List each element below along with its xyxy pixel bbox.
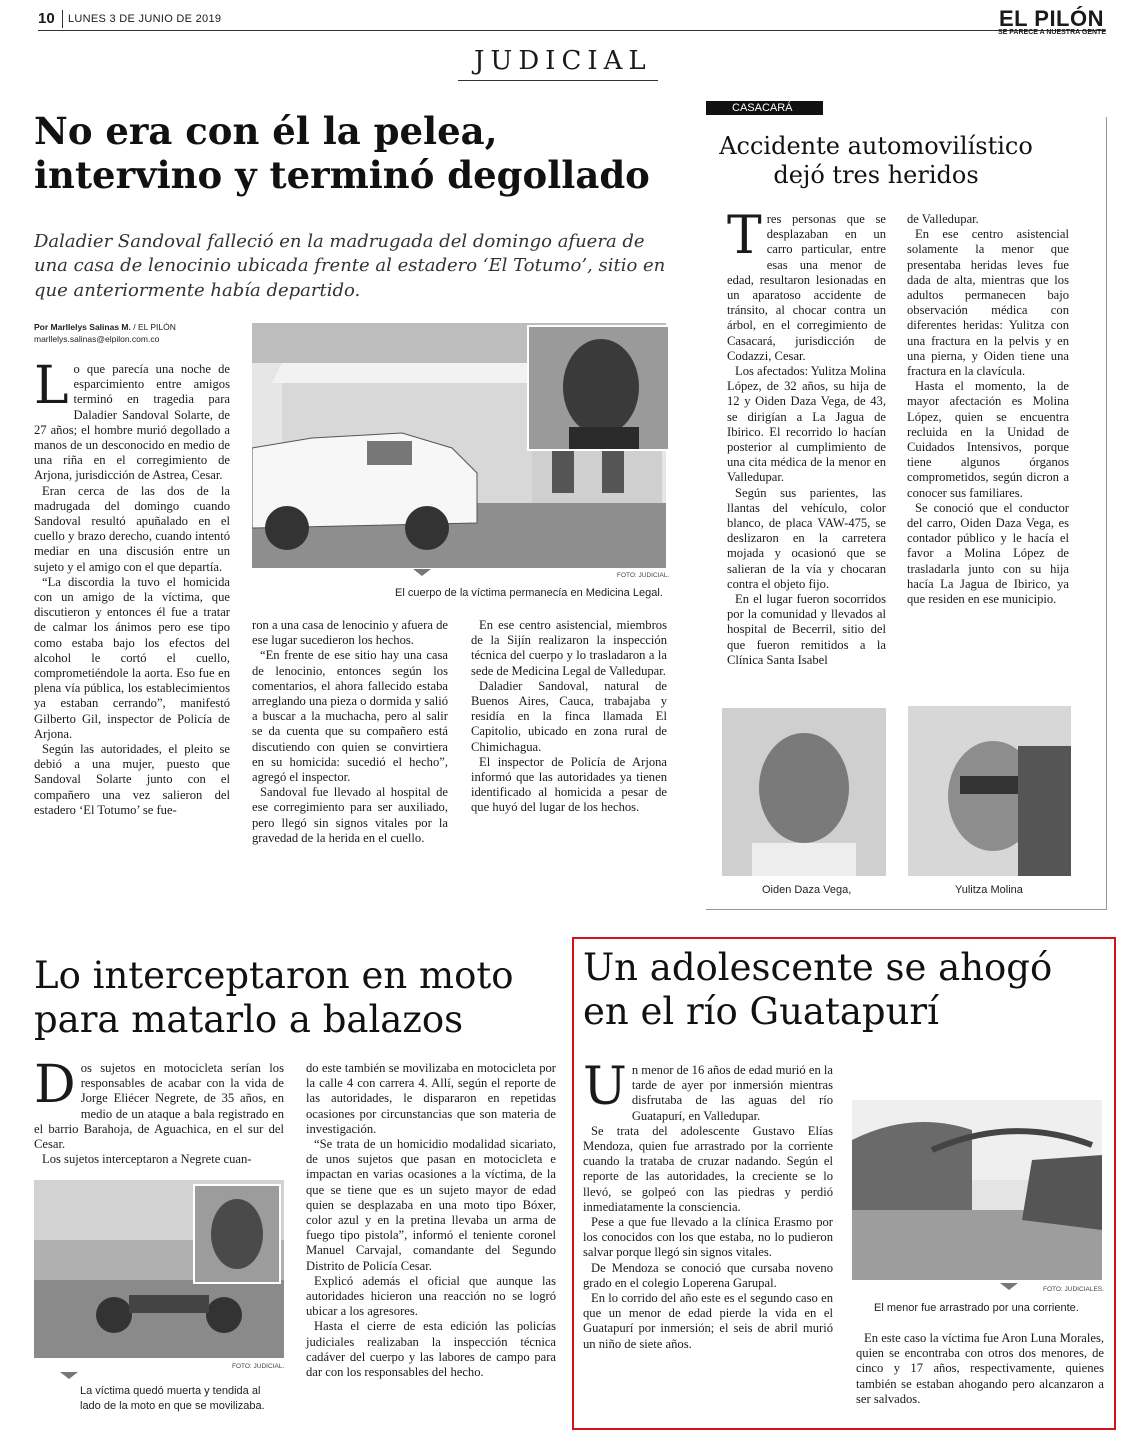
river-bridge-image — [852, 1100, 1102, 1280]
article3-photo-caption: La víctima quedó muerta y tendida al lado de la moto en que se movilizaba. — [80, 1385, 265, 1412]
article1-headline — [34, 110, 684, 197]
article2-photo1-caption: Oiden Daza Vega, — [762, 884, 852, 896]
logo-tagline: SE PARECE A NUESTRA GENTE — [998, 29, 1106, 36]
article3-col2-p3: Explicó además el oficial que aunque las autoridades hicieron una reacción no se logró ubicar a los agresores. — [306, 1273, 556, 1319]
article2-col1-p4: En el lugar fueron socorridos por la comunidad y llevados al hospital de Becerril, sitio del que fueron remitidos a la Clínica Santa Isabel — [727, 592, 886, 667]
article1-col3-p2: Daladier Sandoval, natural de Buenos Aires, Cauca, trabajaba y residía en la finca llamada El Capitolio, ubicado en zona rural de Chimichagua. — [471, 678, 667, 754]
caption-marker-icon — [1000, 1283, 1018, 1290]
article2-drop-cap: T — [727, 206, 762, 266]
article1-col1-p3: “La discordia la tuvo el homicida con un amigo de la víctima, que discutieron y entonces él fue a tratar de calmar los ánimos pero ese tipo como estaba bajo los efectos del alcohol le cortó el cuello, comprometiéndole la aorta. Eso fue en plena vía pública, los establecimientos ya estaban cerrando”, manifestó Gilberto Gil, inspector de Policía de Arjona. — [34, 574, 230, 741]
article3-col2-p4: Hasta el cierre de esta edición las policías judiciales realizaban la inspección técnica cadáver del cuerpo y las labores de campo para dar con los responsables del hecho. — [306, 1319, 556, 1380]
byline-email: marllelys.salinas@elpilon.com.co — [34, 333, 160, 344]
article2-photo2-caption: Yulitza Molina — [955, 884, 1023, 896]
article1-col1-p1: o que parecía una noche de esparcimiento entre amigos terminó en tragedia para Daladier Sandoval Solarte, de 27 años; el hombre murió degollado a manos de un desconocido en medio de una riña en el corregimiento de Arjona, jurisdicción de Astrea, Cesar. — [34, 362, 230, 483]
byline-outlet: / EL PILÓN — [130, 322, 176, 332]
article4-photo-caption: El menor fue arrastrado por una corriente. — [874, 1302, 1079, 1314]
header-rule — [38, 30, 1106, 31]
article3-col2-p1: do este también se movilizaba en motocicleta por la calle 4 con carrera 4. Allí, según el reporte de las autoridades, le dispararon en repetidas ocasiones por circunstancias que son materia de investigación. — [306, 1061, 556, 1136]
article3-headline-line2: para matarlo a balazos — [34, 998, 464, 1042]
article1-headline-line1: No era con él la pelea, — [34, 109, 498, 153]
article4-col2-p1: En este caso la víctima fue Aron Luna Morales, quien se encontraba con otros dos menores, de cinco y 17 años, respectivamente, quienes también se estaban ahogando pero alcanzaron a ser salvados. — [856, 1331, 1104, 1406]
article2-headline-line1: Accidente automovilístico — [719, 132, 1033, 160]
page-number: 10 — [38, 10, 55, 27]
article3-photo-credit: FOTO: JUDICIAL. — [232, 1363, 285, 1370]
article3-col1-p2: Los sujetos interceptaron a Negrete cuan- — [42, 1152, 252, 1167]
article2-col2-p4: Se conoció que el conductor del carro, Oiden Daza Vega, es contador público y le hacía el favor a Molina López de trasladarla junto con su hija hacía La Jagua de Ibirico, ya que residen en ese municipio. — [907, 500, 1069, 607]
article2-column2 — [907, 212, 1069, 607]
caption-marker-icon — [60, 1372, 78, 1379]
article2-col2-p3: Hasta el momento, la de mayor afectación es Molina López, quien se encuentra recluida en la Unidad de Cuidados Intensivos, porque tiene algunos órganos comprometidos, según dicron a conocer sus familiares. — [907, 379, 1069, 500]
article2-col1-p1: res personas que se desplazaban en un carro particular, entre esas una menor de edad, resultaron lesionadas en un aparatoso accidente de tránsito, al chocar contra un árbol, en el corregimiento de Casacará, jurisdicción de Codazzi, Cesar. — [727, 212, 886, 363]
article2-headline — [706, 132, 1046, 190]
article4-column2 — [856, 1331, 1104, 1407]
article3-column1 — [34, 1055, 284, 1167]
article2-col2-p1: de Valledupar. — [907, 212, 979, 226]
article3-col1-p1: os sujetos en motocicleta serían los responsables de acabar con la vida de Jorge Eliécer Negrete, de 35 años, en medio de un ataque a bala registrado en el barrio Barahoja, de Aguachica, en el sur del Cesar. — [34, 1061, 284, 1152]
article1-col3-p1: En ese centro asistencial, miembros de la Sijín realizaron la inspección técnica del cuerpo y lo trasladaron a la sede de Medicina Legal de Valledupar. — [471, 618, 667, 678]
victim-face-image — [529, 327, 668, 449]
article2-headline-line2: dejó tres heridos — [773, 160, 979, 189]
article3-column2 — [306, 1061, 556, 1380]
article3-col2-p2: “Se trata de un homicidio modalidad sicariato, de unos sujetos que pasan en motocicleta e impactan en varias ocasiones a la víctima, de la que se tiene que es un sujeto mayor de edad quien se desplazaba en una moto tipo Bóxer, color azul y en la pretina llevaba un arma de fuego tipo pistola”, informó el teniente coronel Manuel Carvajal, comandante del Segundo Distrito de Policía Cesar. — [306, 1137, 556, 1273]
article2-portrait-woman — [908, 706, 1071, 876]
article4-col1-p4: De Mendoza se conoció que cursaba noveno grado en el colegio Loperena Garupal. — [583, 1260, 833, 1290]
article3-drop-cap: D — [34, 1055, 76, 1115]
newspaper-logo: EL PILÓN — [998, 6, 1104, 31]
article3-headline — [34, 954, 574, 1043]
article1-col2-p3: Sandoval fue llevado al hospital de ese corregimiento para ser auxiliado, pero llegó sin signos vitales por la gravedad de la herida en el cuello. — [252, 785, 448, 845]
article2-col1-p3: Según sus parientes, las llantas del vehículo, color blanco, de placa VAW-475, se deslizaron en la carretera mojada y ocasionó que se salieran de la vía y chocaran contra el objeto fijo. — [727, 485, 886, 591]
article4-col1-p3: Pese a que fue llevado a la clínica Erasmo por los conocidos con los que estaba, no lo pudieron salvar porque llegó sin signos vitales. — [583, 1215, 833, 1260]
article2-column1 — [727, 206, 886, 668]
article1-col3-p3: El inspector de Policía de Arjona informó que las autoridades ya tienen identificado al homicida a pesar de que huyó del lugar de los hechos. — [471, 754, 667, 815]
article1-photo-caption: El cuerpo de la víctima permanecía en Medicina Legal. — [395, 587, 663, 599]
section-title: JUDICIAL — [474, 46, 652, 76]
article4-photo-credit: FOTO: JUDICIALES. — [1043, 1286, 1104, 1293]
caption-marker-icon — [413, 569, 431, 576]
article1-column2 — [252, 618, 448, 846]
article3-victim-portrait — [193, 1184, 281, 1284]
article1-col1-p2: Eran cerca de las dos de la madrugada del domingo cuando Sandoval resultó apuñalado en el cuello y brazo derecho, cuando intentó mediar en una discusión entre un sujeto y el amigo con el que departía. — [34, 483, 230, 574]
article4-col1-p2: Se trata del adolescente Gustavo Elías Mendoza, quien fue arrastrado por la corriente cuando la trataba de cruzar nadando. Según el reporte de las autoridades, la creciente se lo llevó, se golpeó con las piedras y perdió inmediatamente la consciencia. — [583, 1123, 833, 1214]
article4-column1 — [583, 1057, 833, 1352]
byline-author: Por Marllelys Salinas M. — [34, 322, 131, 332]
article1-lead: Daladier Sandoval falleció en la madrugada del domingo afuera de una casa de lenocinio ubicada frente al estadero ‘El Totumo’, sitio en que anteriormente había departido. — [34, 231, 666, 301]
article2-col1-p2: Los afectados: Yulitza Molina López, de 32 años, su hija de 12 y Oiden Daza Vega, de 43, se dirigían a La Jagua de Ibirico. El recorrido lo hacían posterior al cumplimiento de una cita médica de la menor en Valledupar. — [727, 364, 886, 485]
article4-col1-p5: En lo corrido del año este es el segundo caso en que un menor de edad pierde la vida en el Guatapurí por inmersión; el seis de abril murió un niño de siete años. — [583, 1291, 833, 1351]
victim-face-image — [195, 1186, 279, 1282]
article1-col1-p4: Según las autoridades, el pleito se debió a una mujer, puesto que Sandoval Solarte junto con el compañero una vez salieron del estadero ‘El Totumo’ se fue- — [34, 742, 230, 817]
header-separator — [62, 10, 63, 28]
section-rule — [458, 80, 658, 81]
article1-victim-portrait — [527, 325, 670, 451]
woman-face-image — [908, 706, 1071, 876]
article1-photo-credit: FOTO: JUDICIAL. — [617, 572, 670, 579]
article1-drop-cap: L — [34, 356, 69, 416]
article2-portrait-man — [722, 708, 886, 876]
article4-col1-p1: n menor de 16 años de edad murió en la tarde de ayer por inmersión mientras disfrutaba de las aguas del río Guatapurí, en Valledupar. — [631, 1063, 833, 1123]
article1-byline — [34, 322, 244, 346]
article4-headline — [583, 946, 1103, 1035]
edition-date: LUNES 3 DE JUNIO DE 2019 — [68, 13, 222, 25]
article4-drop-cap: U — [583, 1057, 627, 1117]
article4-headline-line2: en el río Guatapurí — [583, 990, 939, 1034]
article2-location-tag: CASACARÁ — [706, 101, 823, 115]
article4-headline-line1: Un adolescente se ahogó — [583, 946, 1053, 989]
man-face-image — [722, 708, 886, 876]
article4-river-photo — [852, 1100, 1102, 1280]
article3-headline-line1: Lo interceptaron en moto — [34, 954, 514, 997]
article1-column1 — [34, 356, 230, 818]
article1-column3 — [471, 618, 667, 816]
article1-headline-line2: intervino y terminó degollado — [34, 152, 650, 197]
article2-col2-p2: En ese centro asistencial solamente la menor que presentaba heridas leves fue dada de alta, mientras que los adultos permanecen bajo observación médica con diferentes heridas: Yulitza con una fractura en la pelvis y en una pierna, y Oiden tiene una fractura en la clavícula. — [907, 227, 1069, 379]
article1-col2-p1: ron a una casa de lenocinio y afuera de ese lugar sucedieron los hechos. — [252, 618, 448, 648]
article1-col2-p2: “En frente de ese sitio hay una casa de lenocinio, entonces según los comentarios, el ahora fallecido estaba arreglando una pieza o dormida y salió a buscar a la muchacha, pero al salir se da cuenta que su compañero está discutiendo con quien se convirtiera en su homicida: sucedió el hecho”, agregó el inspector. — [252, 648, 448, 785]
